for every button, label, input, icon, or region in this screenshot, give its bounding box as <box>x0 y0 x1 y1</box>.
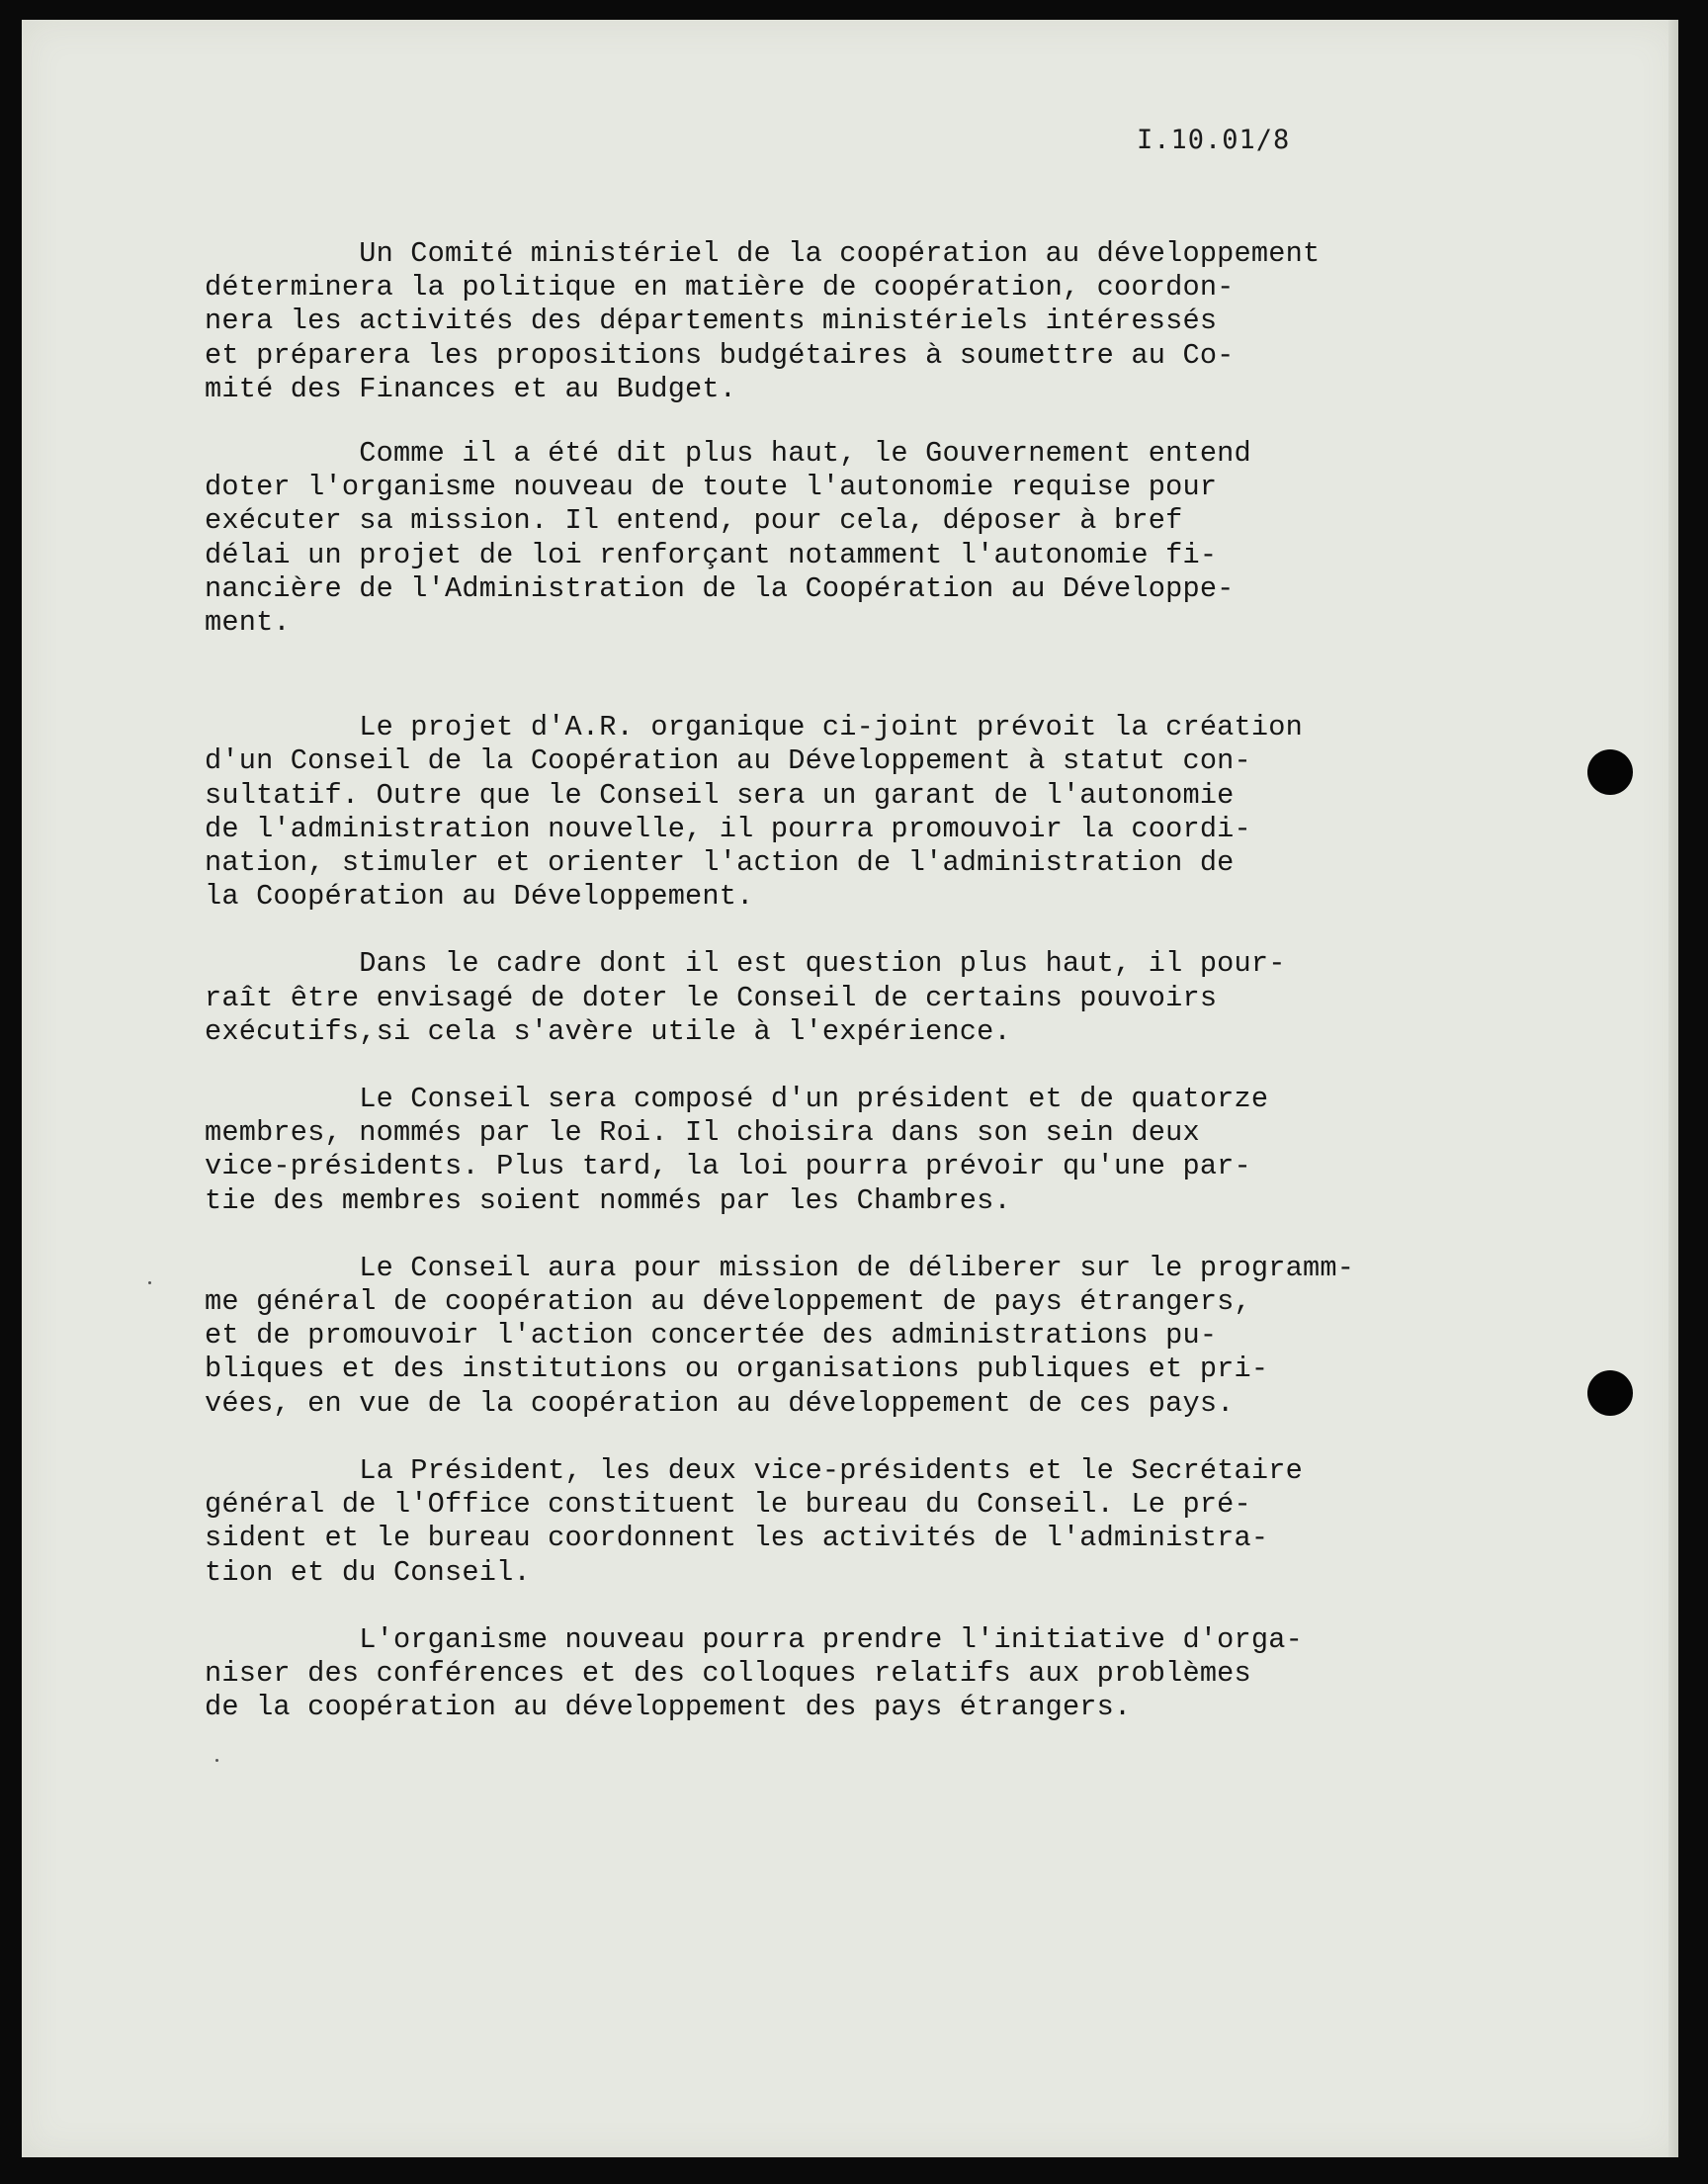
text-line: me général de coopération au développement de pays étrangers, <box>205 1285 1251 1319</box>
page-edge <box>1668 20 1678 2157</box>
paragraph-bureau <box>205 1454 1450 1590</box>
text-line: ment. <box>205 606 291 640</box>
text-line: sultatif. Outre que le Conseil sera un garant de l'autonomie <box>205 778 1235 812</box>
text-line: La Président, les deux vice-présidents et le Secrétaire <box>205 1453 1303 1487</box>
text-line: de l'administration nouvelle, il pourra promouvoir la coordi- <box>205 812 1251 845</box>
text-line: Dans le cadre dont il est question plus haut, il pour- <box>205 947 1286 981</box>
text-line: bliques et des institutions ou organisations publiques et pri- <box>205 1353 1269 1386</box>
paragraph-comite <box>205 237 1450 406</box>
text-line: exécuter sa mission. Il entend, pour cela, déposer à bref <box>205 504 1183 538</box>
text-line: Un Comité ministériel de la coopération au développement <box>205 237 1321 270</box>
text-line: membres, nommés par le Roi. Il choisira dans son sein deux <box>205 1116 1200 1150</box>
text-line: et de promouvoir l'action concertée des administrations pu- <box>205 1319 1218 1353</box>
punch-hole <box>1587 1370 1633 1416</box>
text-line: vées, en vue de la coopération au développement de ces pays. <box>205 1386 1235 1420</box>
paragraph-mission <box>205 1252 1450 1421</box>
text-line: vice-présidents. Plus tard, la loi pourra prévoir qu'une par- <box>205 1150 1251 1183</box>
paper-speck <box>148 1281 151 1284</box>
text-line: Le Conseil aura pour mission de déliberer sur le programm- <box>205 1251 1355 1284</box>
text-line: tion et du Conseil. <box>205 1555 531 1589</box>
text-line: sident et le bureau coordonnent les activités de l'administra- <box>205 1522 1269 1555</box>
text-line: nancière de l'Administration de la Coopération au Développe- <box>205 571 1235 605</box>
punch-hole <box>1587 749 1633 795</box>
text-line: Comme il a été dit plus haut, le Gouvernement entend <box>205 437 1251 471</box>
document-body <box>205 237 1450 1724</box>
paragraph-cadre <box>205 947 1450 1049</box>
text-line: et préparera les propositions budgétaires à soumettre au Co- <box>205 338 1235 372</box>
paragraph-composition <box>205 1083 1450 1218</box>
text-line: tie des membres soient nommés par les Chambres. <box>205 1183 1011 1217</box>
text-line: nation, stimuler et orienter l'action de l'administration de <box>205 846 1235 880</box>
text-line: exécutifs,si cela s'avère utile à l'expérience. <box>205 1014 1011 1048</box>
paragraph-conferences <box>205 1623 1450 1725</box>
text-line: général de l'Office constituent le bureau du Conseil. Le pré- <box>205 1488 1251 1522</box>
text-line: raît être envisagé de doter le Conseil de certains pouvoirs <box>205 981 1218 1014</box>
text-line: délai un projet de loi renforçant notamment l'autonomie fi- <box>205 538 1218 571</box>
text-line: d'un Conseil de la Coopération au Développement à statut con- <box>205 744 1251 778</box>
text-line: Le Conseil sera composé d'un président et de quatorze <box>205 1083 1269 1116</box>
text-line: doter l'organisme nouveau de toute l'autonomie requise pour <box>205 471 1218 504</box>
text-line: mité des Finances et au Budget. <box>205 372 737 405</box>
text-line: Le projet d'A.R. organique ci-joint prévoit la création <box>205 711 1303 744</box>
paper-speck <box>215 1759 218 1762</box>
text-line: de la coopération au développement des pays étrangers. <box>205 1691 1132 1724</box>
text-line: nera les activités des départements ministériels intéressés <box>205 305 1218 338</box>
document-reference: I.10.01/8 <box>1137 125 1291 155</box>
text-line: déterminera la politique en matière de coopération, coordon- <box>205 271 1235 305</box>
paragraph-gouvernement <box>205 437 1450 640</box>
text-line: niser des conférences et des colloques relatifs aux problèmes <box>205 1656 1251 1690</box>
paragraph-projet-ar <box>205 711 1450 914</box>
text-line: L'organisme nouveau pourra prendre l'initiative d'orga- <box>205 1622 1303 1656</box>
text-line: la Coopération au Développement. <box>205 880 754 914</box>
